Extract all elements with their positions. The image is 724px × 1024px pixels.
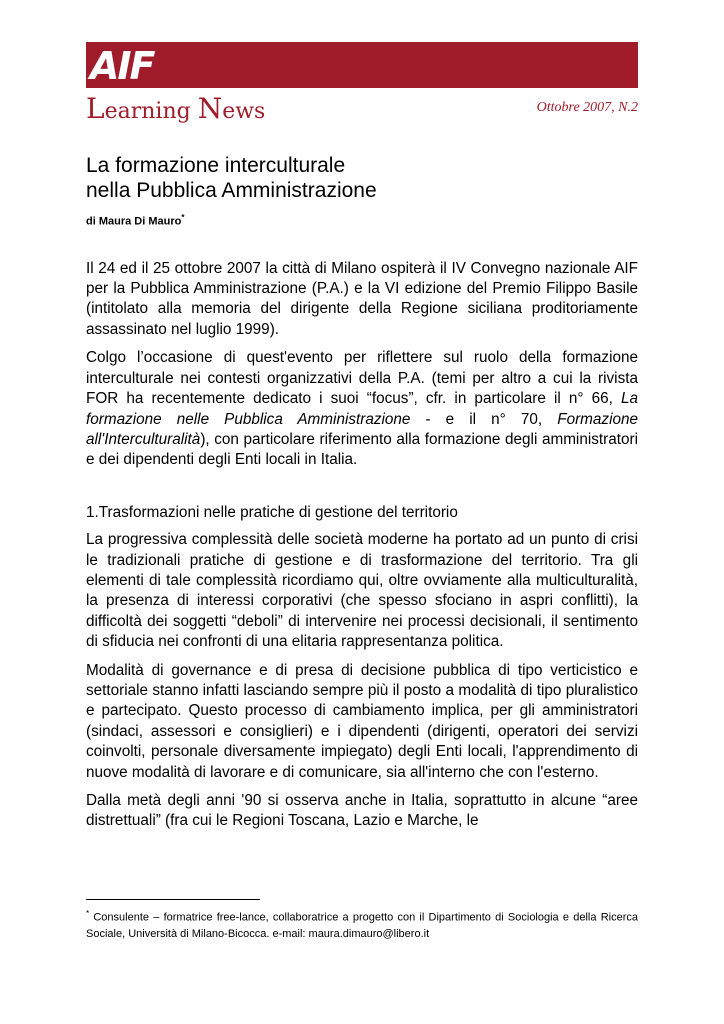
publication-initial-l: L — [86, 92, 105, 125]
publication-title — [86, 92, 265, 125]
paragraph-5: Dalla metà degli anni '90 si osserva anche in Italia, soprattutto in alcune “aree distrettuali” (fra cui le Regioni Toscana, Lazio e Marche, le — [86, 792, 638, 830]
issue-date: Ottobre 2007, N.2 — [536, 100, 638, 115]
publication-word-learning: earning — [104, 99, 198, 124]
paragraph-1: Il 24 ed il 25 ottobre 2007 la città di Milano ospiterà il IV Convegno nazionale AIF per la Pubblica Amministrazione (P.A.) e la VI edizione del Premio Filippo Basile (intitolato alla memoria del dirigente della Regione siciliana proditoriamente assassinato nel luglio 1999). — [86, 259, 638, 338]
footnote — [86, 906, 638, 942]
publication-initial-n: N — [197, 92, 223, 125]
paragraph-4: Modalità di governance e di presa di decisione pubblica di tipo verticistico e settoriale stanno infatti lasciando sempre più il posto a modalità di tipo pluralistico e partecipato. Questo processo di cambiamento implica, per gli amministratori (sindaci, assessori e consiglieri) e i dipendenti (dirigenti, operatori dei servizi coinvolti, personale diversamente impiegato) degli Enti locali, l'apprendimento di nuove modalità di lavorare e di comunicare, sia all'interno che con l'esterno. — [86, 661, 638, 781]
footnote-mark: * — [86, 909, 90, 918]
aif-logo: AIF — [90, 44, 154, 88]
article-title-line1: La formazione interculturale — [86, 154, 346, 177]
paragraph-2-text-a: Colgo l’occasione di quest'evento per riflettere sul ruolo della formazione interculturale nei contesti organizzativi della P.A. (temi per altro a cui la rivista FOR ha recentemente dedicato i suoi “focus”, cfr. in particolare il n° 66, — [86, 349, 638, 408]
section-heading-1: 1.Trasformazioni nelle pratiche di gestione del territorio — [86, 503, 458, 521]
header-banner — [86, 42, 638, 88]
article — [86, 153, 638, 840]
paragraph-2-text-b: - e il n° 70, — [410, 410, 558, 428]
paragraph-2-text-c: ), con particolare riferimento alla formazione degli amministratori e dei dipendenti degli Enti locali in Italia. — [86, 430, 638, 469]
footnote-separator — [86, 899, 260, 900]
footnote-text: Consulente – formatrice free-lance, collaboratrice a progetto con il Dipartimento di Sociologia e della Ricerca Sociale, Università di Milano-Bicocca. e-mail: maura.dimauro@libero.it — [86, 911, 638, 940]
paragraph-2-italic-1: La formazione nelle Pubblica Amministrazione — [86, 390, 638, 428]
paragraph-2 — [86, 348, 638, 470]
author-footnote-mark: * — [181, 213, 185, 222]
article-author — [86, 213, 638, 228]
paragraph-3: La progressiva complessità delle società moderne ha portato ad un punto di crisi le tradizionali pratiche di gestione e di trasformazione del territorio. Tra gli elementi di tale complessità ricordiamo qui, oltre ovviamente alla multiculturalità, la presenza di interessi corporativi (che spesso sfociano in aspri conflitti), la difficoltà dei soggetti “deboli” di intervenire nei processi decisionali, il sentimento di sfiducia nei confronti di una elitaria rappresentanza politica. — [86, 531, 638, 651]
publication-word-news: ews — [222, 99, 266, 124]
article-title — [86, 153, 638, 203]
paragraph-2-italic-2: Formazione all'Interculturalità — [86, 410, 638, 448]
article-title-line2: nella Pubblica Amministrazione — [86, 179, 377, 202]
author-name: di Maura Di Mauro — [86, 215, 182, 228]
